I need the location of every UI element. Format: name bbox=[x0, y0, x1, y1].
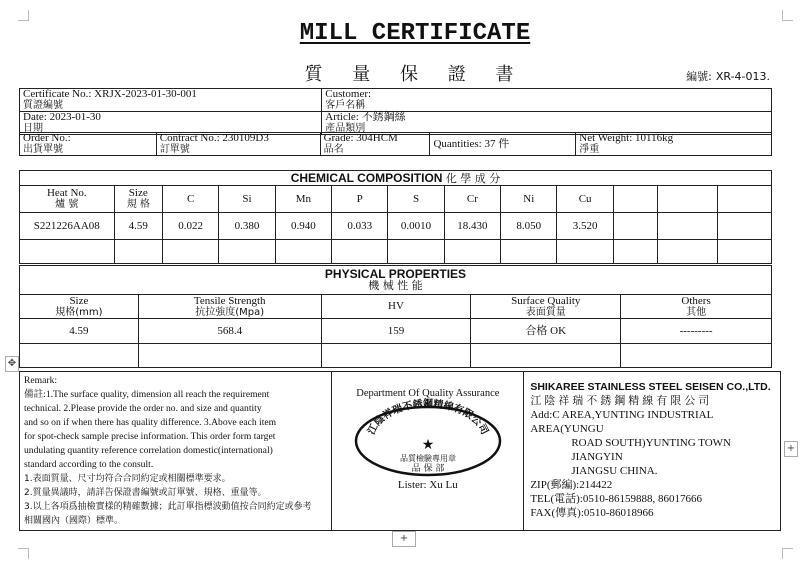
customer-cell bbox=[322, 89, 772, 112]
chem-value-empty bbox=[613, 213, 657, 240]
customer-cn: 客戶名稱 bbox=[325, 100, 366, 111]
phys-header-cn: 其他 bbox=[686, 306, 707, 318]
remark-block bbox=[20, 372, 332, 531]
footer-table bbox=[19, 371, 781, 531]
remark-line: technical. 2.Please provide the order no. and size and quantity bbox=[24, 403, 262, 414]
chem-header bbox=[20, 186, 115, 213]
chem-value: 8.050 bbox=[501, 213, 557, 240]
chem-header bbox=[114, 186, 162, 213]
chem-value: 18.430 bbox=[444, 213, 500, 240]
quantities-cell bbox=[430, 133, 576, 156]
physical-header-row bbox=[20, 295, 772, 319]
remark-line: for spot-check sample precise information. This order form target bbox=[24, 431, 276, 442]
chemical-title-en: CHEMICAL COMPOSITION bbox=[290, 170, 443, 185]
contract-no-cn: 訂單號 bbox=[159, 144, 190, 155]
chem-header: Cr bbox=[444, 186, 500, 213]
article-cn: 產品類別 bbox=[325, 123, 366, 134]
chem-value: S221226AA08 bbox=[20, 213, 115, 240]
phys-value: 568.4 bbox=[138, 319, 321, 344]
grade-cn: 品名 bbox=[323, 144, 344, 155]
seal-bottom-text: 品 保 部 bbox=[411, 464, 445, 474]
phys-header: HV bbox=[321, 295, 471, 319]
company-fax: FAX(傳真):0510-86018966 bbox=[530, 507, 654, 519]
phys-header-cn: 抗拉強度(Mpa) bbox=[195, 306, 265, 318]
phys-header-en: Size bbox=[69, 294, 89, 307]
chem-header-cn: 規 格 bbox=[126, 199, 150, 210]
phys-header-en: Surface Quality bbox=[511, 294, 581, 307]
chem-header: Mn bbox=[275, 186, 331, 213]
physical-title-cn: 機 械 性 能 bbox=[368, 279, 423, 292]
seal-star-icon: ★ bbox=[421, 438, 435, 453]
chemical-empty-row bbox=[20, 240, 772, 264]
company-block bbox=[524, 372, 781, 531]
chem-header-en: Size bbox=[128, 187, 148, 199]
seal-mid-text: 品質檢驗專用章 bbox=[399, 454, 456, 463]
crop-mark-bottom-right bbox=[782, 548, 793, 559]
phys-header-cn: 表面質量 bbox=[525, 306, 566, 318]
contract-no: Contract No.: 230109D3 bbox=[159, 132, 269, 144]
chem-header-empty bbox=[613, 186, 657, 213]
certificate-info-table bbox=[19, 88, 772, 135]
customer: Customer: bbox=[325, 88, 372, 100]
chem-value: 0.022 bbox=[162, 213, 218, 240]
page-title: MILL CERTIFICATE bbox=[299, 20, 531, 47]
remark-line: undulating quantity reference correlation domestic(international) bbox=[24, 445, 273, 456]
phys-value: --------- bbox=[621, 319, 772, 344]
chemical-value-row bbox=[20, 213, 772, 240]
chem-header: S bbox=[388, 186, 444, 213]
chemical-title-cn: 化 學 成 分 bbox=[445, 171, 501, 185]
chem-value-empty bbox=[658, 213, 718, 240]
order-no-cell bbox=[20, 133, 157, 156]
document-number-value: XR-4-013. bbox=[715, 70, 770, 83]
grade: Grade: 304HCM bbox=[323, 132, 398, 144]
remark-line-cn: 2.質量異議時，請詳告保證書編號或訂單號、規格、重量等。 bbox=[24, 488, 267, 498]
company-address-line: Add:C AREA,YUNTING INDUSTRIAL AREA(YUNGU bbox=[530, 409, 713, 435]
remark-line-cn: 1.表面質量、尺寸均符合合同約定或相關標準要求。 bbox=[24, 474, 231, 484]
company-name-cn: 江陰祥瑞不銹鋼精線有限公司 bbox=[530, 394, 713, 407]
certificate-no-cn: 質證編號 bbox=[23, 100, 63, 111]
chem-header: Cu bbox=[557, 186, 613, 213]
quality-dept-title: Department Of Quality Assurance bbox=[356, 388, 500, 399]
chem-value: 0.033 bbox=[332, 213, 388, 240]
phys-header bbox=[138, 295, 321, 319]
seal-top-text: 江陰祥瑞不銹鋼精線有限公司 bbox=[366, 399, 490, 437]
quality-dept-block bbox=[332, 372, 524, 531]
phys-value: 合格 OK bbox=[471, 319, 621, 344]
chem-header-empty bbox=[718, 186, 772, 213]
chem-header-cn: 爐 號 bbox=[55, 199, 79, 210]
chem-header-empty bbox=[658, 186, 718, 213]
company-tel: TEL(電話):0510-86159888, 86017666 bbox=[530, 493, 703, 505]
phys-header bbox=[621, 295, 772, 319]
page-subtitle: 質 量 保 證 書 bbox=[304, 64, 526, 85]
net-weight: Net Weight: 10116kg bbox=[579, 132, 674, 144]
physical-empty-row bbox=[20, 344, 772, 368]
net-weight-cell bbox=[576, 133, 772, 156]
company-address-line: ROAD SOUTH)YUNTING TOWN JIANGYIN bbox=[571, 437, 732, 463]
remark-line: standard according to the consult. bbox=[24, 459, 154, 470]
phys-value: 159 bbox=[321, 319, 471, 344]
physical-properties-table bbox=[19, 265, 772, 368]
chem-header: Si bbox=[219, 186, 275, 213]
document-number bbox=[682, 68, 770, 84]
chem-header: P bbox=[332, 186, 388, 213]
physical-title bbox=[20, 266, 772, 295]
chem-value: 0.380 bbox=[219, 213, 275, 240]
chemical-title bbox=[20, 171, 772, 186]
net-weight-cn: 淨重 bbox=[579, 144, 600, 155]
phys-header-en: Others bbox=[681, 294, 711, 307]
document-number-label: 編號: bbox=[686, 70, 712, 83]
quantities: Quantities: 37 件 bbox=[433, 137, 510, 150]
add-row-button[interactable]: + bbox=[392, 531, 416, 547]
order-info-table bbox=[19, 132, 772, 156]
remark-line-cn: 3.以上各項爲抽檢實樣的精確數據；此訂單指標波動值按合同約定或參考 bbox=[24, 502, 312, 512]
chemical-header-row bbox=[20, 186, 772, 213]
quality-seal-stamp bbox=[343, 397, 513, 477]
chem-value-empty bbox=[718, 213, 772, 240]
physical-value-row bbox=[20, 319, 772, 344]
certificate-no: Certificate No.: XRJX-2023-01-30-001 bbox=[23, 88, 197, 100]
chem-value: 0.0010 bbox=[388, 213, 444, 240]
phys-header bbox=[20, 295, 139, 319]
chem-value: 3.520 bbox=[557, 213, 613, 240]
contract-no-cell bbox=[156, 133, 320, 156]
remark-line: 備註:1.The surface quality, dimension all reach the requirement bbox=[24, 389, 270, 400]
grade-cell bbox=[320, 133, 430, 156]
phys-header bbox=[471, 295, 621, 319]
company-zip: ZIP(郵編):214422 bbox=[530, 479, 613, 491]
chem-header: C bbox=[162, 186, 218, 213]
chem-value: 0.940 bbox=[275, 213, 331, 240]
certificate-no-cell bbox=[20, 89, 322, 112]
add-column-button[interactable]: + bbox=[784, 441, 798, 457]
phys-header-en: Tensile Strength bbox=[193, 294, 266, 307]
phys-header-cn: 規格(mm) bbox=[55, 306, 103, 318]
article: Article: 不銹鋼絲 bbox=[325, 111, 406, 123]
order-no: Order No.: bbox=[23, 132, 71, 144]
chemical-composition-table bbox=[19, 170, 772, 264]
chem-header: Ni bbox=[501, 186, 557, 213]
physical-title-en: PHYSICAL PROPERTIES bbox=[324, 267, 467, 281]
lister: Lister: Xu Lu bbox=[397, 479, 458, 491]
remark-line: and so on if when there has quality difference. 3.Above each item bbox=[24, 417, 277, 428]
table-move-handle-icon[interactable]: ✥ bbox=[5, 356, 19, 372]
date: Date: 2023-01-30 bbox=[23, 111, 101, 123]
chem-value: 4.59 bbox=[114, 213, 162, 240]
company-name: SHIKAREE STAINLESS STEEL SEISEN CO.,LTD. bbox=[530, 381, 771, 393]
company-address-line: JIANGSU CHINA. bbox=[571, 465, 658, 477]
crop-mark-bottom-left bbox=[18, 548, 29, 559]
chem-header-en: Heat No. bbox=[46, 187, 87, 199]
date-cn: 日期 bbox=[23, 123, 43, 134]
order-no-cn: 出貨單號 bbox=[23, 144, 63, 155]
remark-title: Remark: bbox=[24, 375, 58, 386]
remark-line-cn: 相關國內（國際）標準。 bbox=[24, 516, 124, 526]
phys-value: 4.59 bbox=[20, 319, 139, 344]
